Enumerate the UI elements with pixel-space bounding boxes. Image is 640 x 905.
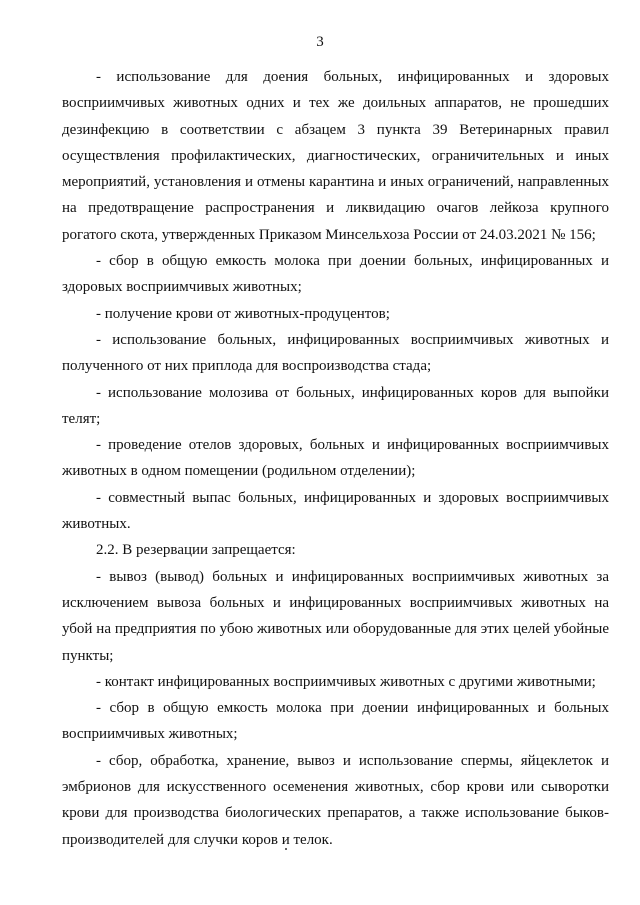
paragraph-milk-collection-infected: - сбор в общую емкость молока при доении инфицированных и больных восприимчивых животных; (62, 700, 609, 743)
paragraph-sperm-embryo-use: - сбор, обработка, хранение, вывоз и использование спермы, яйцеклеток и эмбрионов для искусственного осеменения животных, сбор крови или сыворотки крови для производства биологических препаратов, а также использование быков-производителей для случки коров и телок. (62, 752, 609, 848)
page-number: 3 (316, 34, 324, 50)
section-heading-2-2: 2.2. В резервации запрещается: (96, 542, 296, 559)
document-body (62, 64, 609, 853)
scan-speck (285, 848, 287, 850)
paragraph-milking-equipment: - использование для доения больных, инфицированных и здоровых восприимчивых животных одних и тех же доильных аппаратов, не прошедших дезинфекцию в соответствии с абзацем 3 пункта 39 Ветеринарных правил осуществления профилактических, диагностических, ограничительных и иных мероприятий, установления и отмены карантина и иных ограничений, направленных на предотвращение распространения и ликвидацию очагов лейкоза крупного рогатого скота, утвержденных Приказом Минсельхоза России от 24.03.2021 № 156; (62, 69, 609, 243)
paragraph-animal-contact: - контакт инфицированных восприимчивых животных с другими животными; (96, 673, 596, 690)
paragraph-milk-collection: - сбор в общую емкость молока при доении больных, инфицированных и здоровых восприимчивых животных; (62, 253, 609, 296)
paragraph-animal-export: - вывоз (вывод) больных и инфицированных восприимчивых животных за исключением вывоза больных и инфицированных восприимчивых животных на убой на предприятия по убою животных или оборудованные для этих целей убойные пункты; (62, 568, 609, 664)
paragraph-herd-reproduction: - использование больных, инфицированных восприимчивых животных и полученного от них приплода для воспроизводства стада; (62, 331, 609, 375)
paragraph-blood-collection: - получение крови от животных-продуцентов; (96, 305, 390, 322)
paragraph-calving: - проведение отелов здоровых, больных и инфицированных восприимчивых животных в одном помещении (родильном отделении); (62, 437, 609, 480)
paragraph-joint-grazing: - совместный выпас больных, инфицированных и здоровых восприимчивых животных. (62, 489, 609, 533)
paragraph-colostrum-use: - использование молозива от больных, инфицированных коров для выпойки телят; (62, 384, 609, 427)
